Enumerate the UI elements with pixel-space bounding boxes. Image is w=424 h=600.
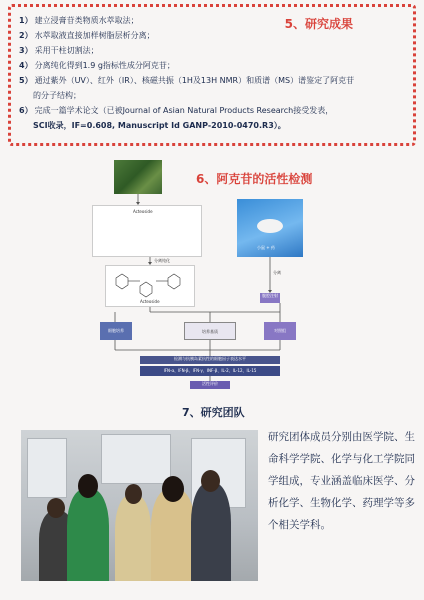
list-item: 6） 完成一篇学术论文（已被Journal of Asian Natural Products Research接受发表， (19, 106, 334, 115)
list-item: 2） 水萃取液直接加样树脂层析分离； (19, 31, 155, 40)
cytokine-desc-bar: 检测与抗胰岛素抗性的细胞因子表达水平 (140, 356, 280, 364)
cytokine-list-bar: IFN-α、IFN-β、IFN-γ、INF-β、IL-2、IL-12、IL-15 (140, 366, 280, 376)
team-title: 7、研究团队 (182, 406, 245, 419)
step-label-left: 分离纯化 (154, 258, 170, 263)
mouse-photo: 小鼠 + 药 (237, 199, 303, 257)
team-photo (21, 430, 258, 581)
medium-box: 培养基质 (184, 322, 236, 340)
team-description: 研究团体成员分别由医学院、生命科学学院、化学与化工学院同学组成，专业涵盖临床医学、分析化学、生物化学、药理学等多个相关学科。 (268, 431, 415, 531)
list-item: 3） 采用干柱切割法； (19, 46, 99, 55)
nmr-spectrum: Acteoside (92, 205, 202, 257)
list-item-continuation: 的分子结构； (33, 91, 81, 100)
molecular-structure: Acteoside (105, 265, 195, 307)
control-box: 对照组 (264, 322, 296, 340)
step-label-right: 分离 (273, 270, 281, 275)
cell-culture-box: 细胞培养 (100, 322, 132, 340)
list-item: 5） 通过紫外（UV）、红外（IR）、核磁共振（1H及13H NMR）和质谱（MS）谱鉴定了阿克苷 (19, 76, 355, 85)
results-title: 5、研究成果 (284, 17, 353, 31)
injection-box: 腹腔注射 (260, 293, 280, 303)
list-item: 1） 建立浸膏苷类物质水萃取法； (19, 16, 139, 25)
list-item: 4） 分离纯化得到1.9 g指标性成分阿克苷； (19, 61, 175, 70)
list-item-continuation: SCI收录，IF=0.608, Manuscript Id GANP-2010-0470.R3）。 (33, 121, 286, 130)
activity-title: 6、阿克苷的活性检测 (196, 172, 313, 186)
result-bar: 活性评价 (190, 381, 230, 389)
